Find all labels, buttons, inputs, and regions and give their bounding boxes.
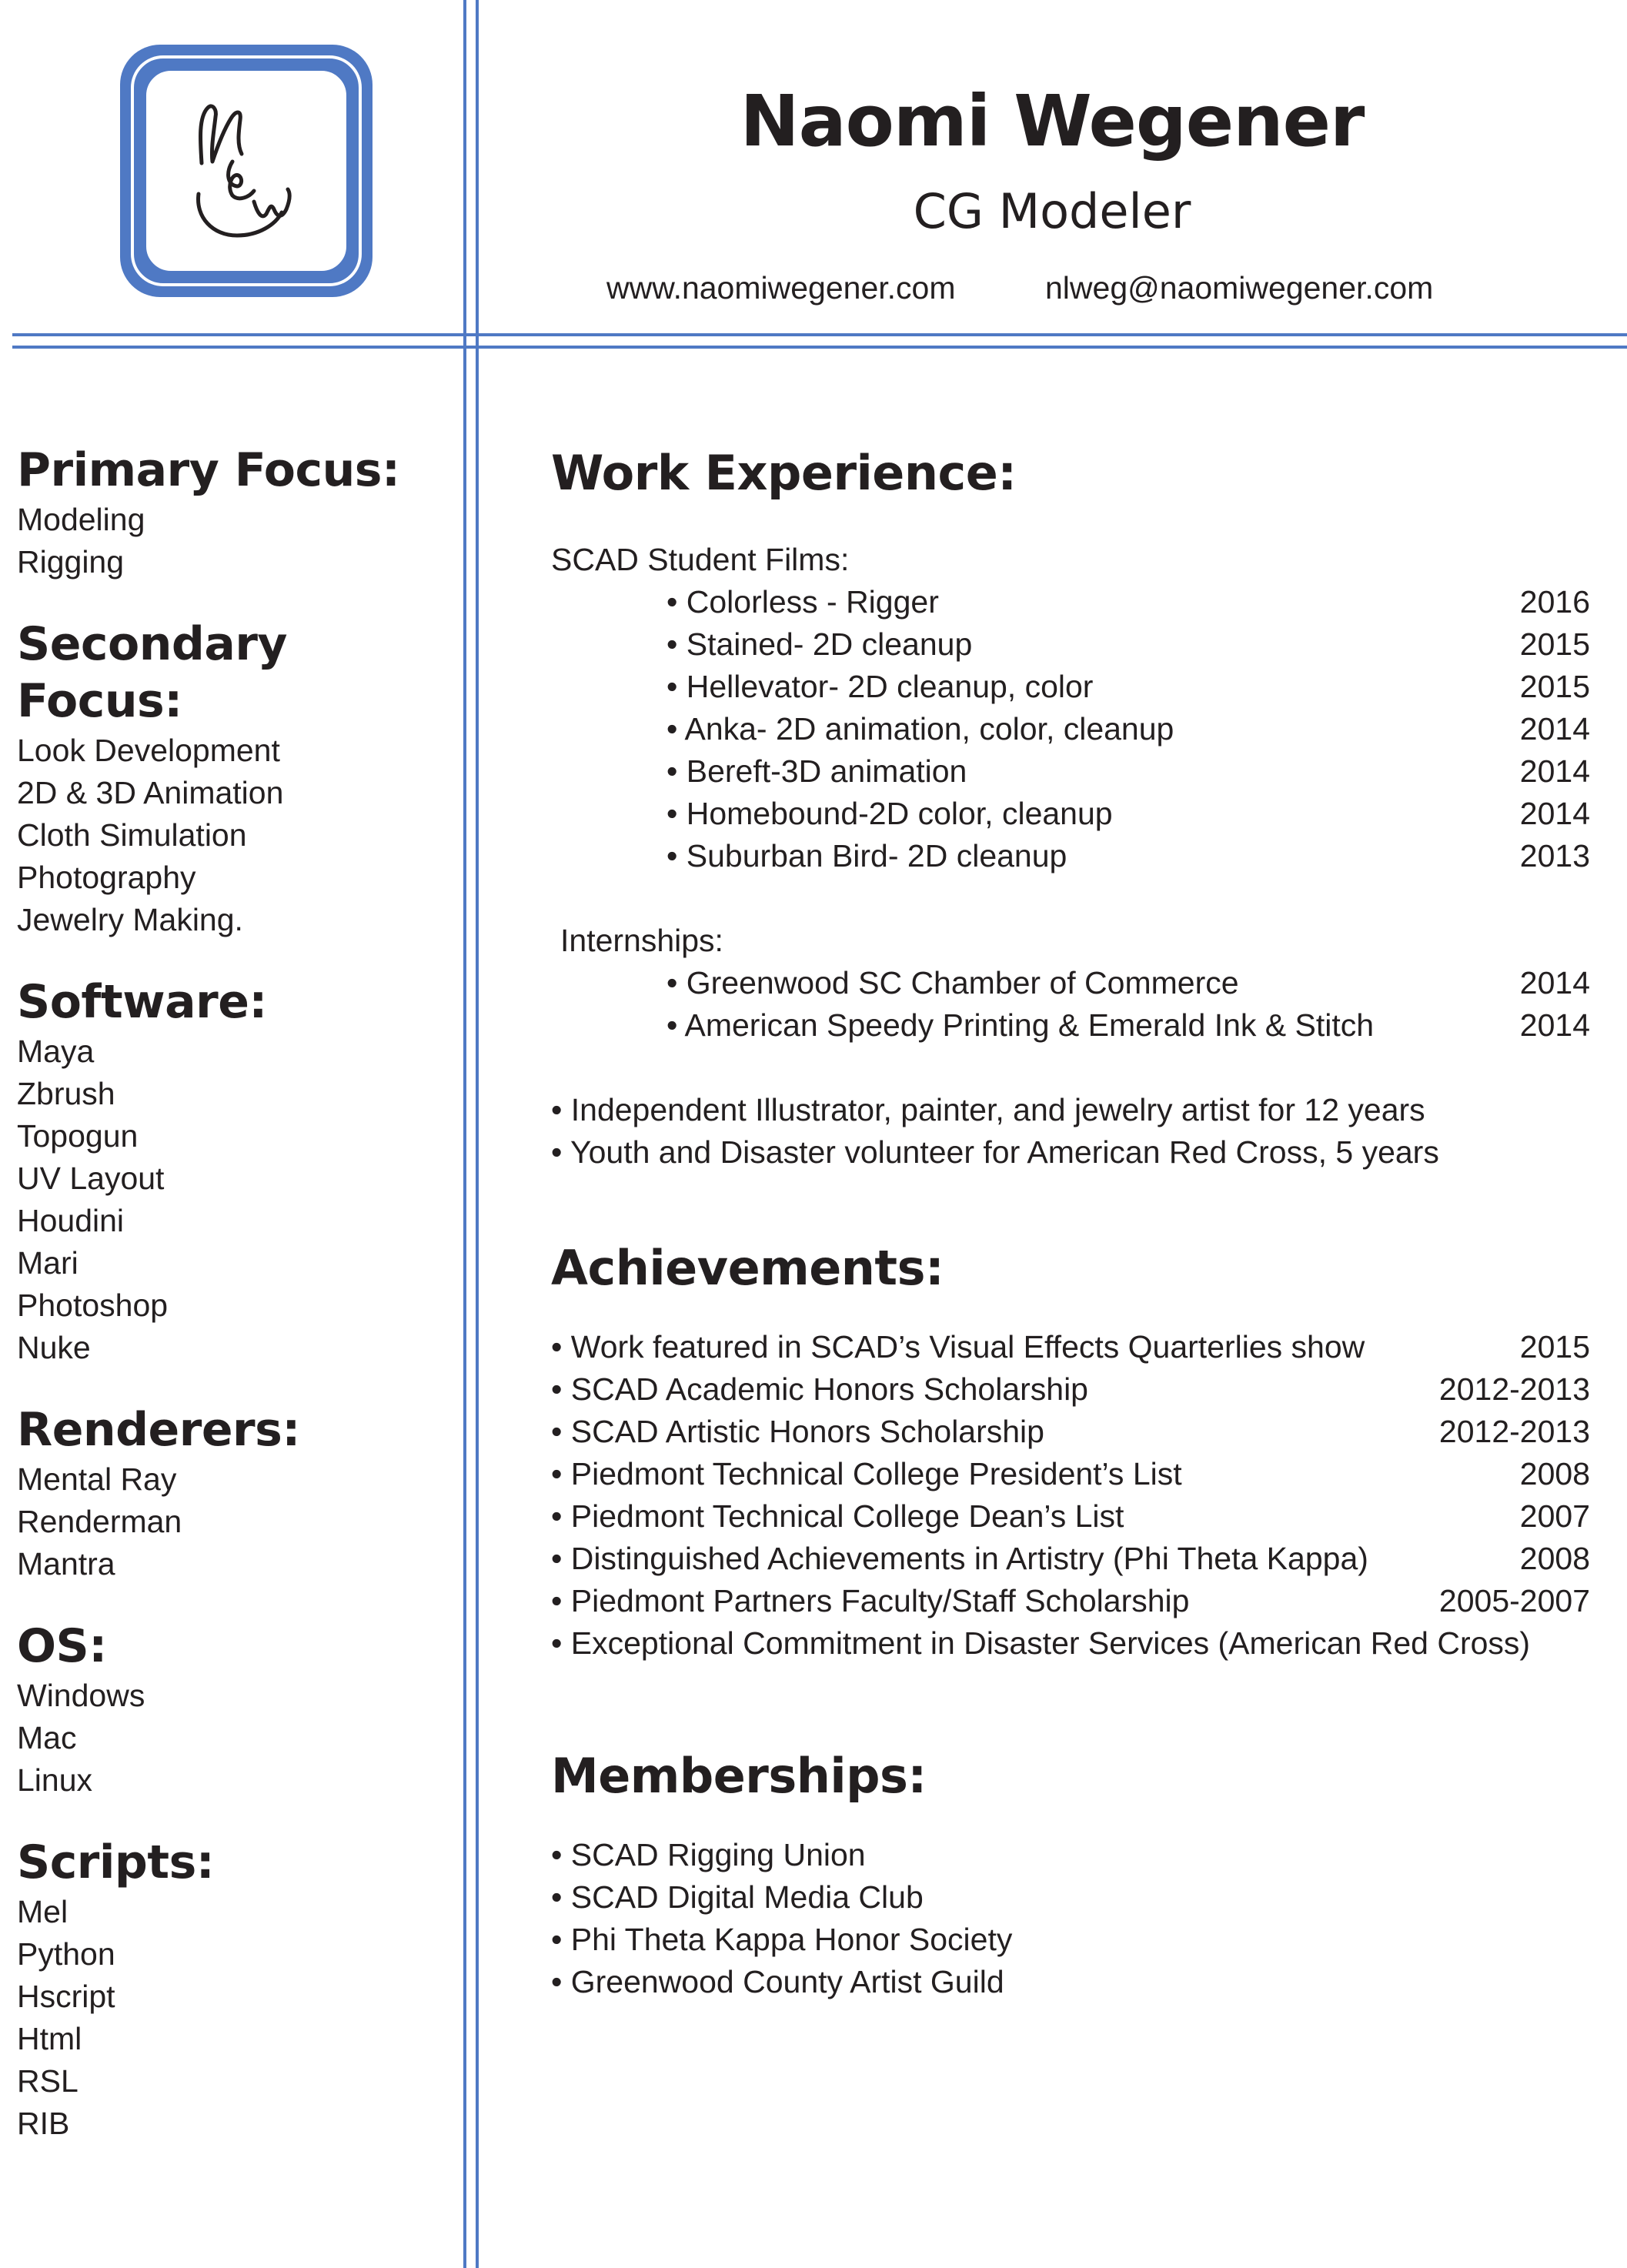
list-item: Mari: [17, 1245, 79, 1281]
list-item: • Distinguished Achievements in Artistry (Phi Theta Kappa) 2008: [551, 1541, 1590, 1576]
list-item: UV Layout: [17, 1161, 165, 1196]
list-item: • SCAD Rigging Union: [551, 1837, 866, 1872]
list-item: • Anka- 2D animation, color, cleanup 2014: [667, 711, 1590, 747]
internships-label: Internships:: [560, 923, 723, 958]
list-item: • Phi Theta Kappa Honor Society: [551, 1922, 1013, 1957]
section-title: Renderers:: [17, 1403, 300, 1457]
left-column-divider: [463, 0, 466, 2268]
list-item: • American Speedy Printing & Emerald Ink & Stitch 2014: [667, 1007, 1590, 1043]
left-column-divider-inner: [476, 0, 479, 2268]
list-item: Html: [17, 2021, 82, 2056]
list-item: • Piedmont Technical College President’s List 2008: [551, 1456, 1590, 1491]
list-item: Jewelry Making.: [17, 902, 243, 937]
list-item: Mac: [17, 1720, 77, 1755]
list-item: Linux: [17, 1762, 93, 1798]
list-item: Python: [17, 1936, 115, 1972]
section-title: Scripts:: [17, 1835, 215, 1889]
header-divider-inner: [12, 346, 1627, 349]
scripts-section: [17, 1834, 448, 2145]
candidate-name: Naomi Wegener: [740, 80, 1365, 162]
header-divider: [12, 333, 1627, 336]
list-item: Houdini: [17, 1203, 125, 1238]
main-content: [551, 442, 1590, 2003]
list-item: Cloth Simulation: [17, 817, 247, 853]
list-item: Hscript: [17, 1979, 115, 2014]
monogram-logo: [120, 45, 373, 297]
renderers-section: [17, 1401, 448, 1585]
list-item: • Youth and Disaster volunteer for American Red Cross, 5 years: [551, 1134, 1439, 1170]
list-item: • Hellevator- 2D cleanup, color 2015: [667, 669, 1590, 704]
list-item: • Exceptional Commitment in Disaster Services (American Red Cross): [551, 1625, 1531, 1661]
list-item: Modeling: [17, 502, 145, 537]
section-title: Primary Focus:: [17, 443, 400, 497]
list-item: Windows: [17, 1678, 145, 1713]
list-item: • Suburban Bird- 2D cleanup 2013: [667, 838, 1590, 873]
list-item: RSL: [17, 2063, 79, 2099]
work-experience-title: Work Experience:: [551, 445, 1017, 501]
list-item: Rigging: [17, 544, 125, 580]
software-section: [17, 974, 448, 1369]
section-title: OS:: [17, 1619, 107, 1673]
films-label: SCAD Student Films:: [551, 542, 850, 577]
list-item: Maya: [17, 1034, 95, 1069]
list-item: • SCAD Academic Honors Scholarship 2012-2013: [551, 1371, 1590, 1407]
list-item: RIB: [17, 2106, 70, 2141]
list-item: Look Development: [17, 733, 280, 768]
list-item: • Colorless - Rigger 2016: [667, 584, 1590, 620]
list-item: • Piedmont Partners Faculty/Staff Scholarship 2005-2007: [551, 1583, 1590, 1618]
list-item: Photoshop: [17, 1288, 169, 1323]
list-item: • Greenwood County Artist Guild: [551, 1964, 1004, 1999]
list-item: Mantra: [17, 1546, 115, 1582]
list-item: Zbrush: [17, 1076, 115, 1111]
list-item: • SCAD Artistic Honors Scholarship 2012-2013: [551, 1414, 1590, 1449]
section-title: Software:: [17, 975, 267, 1029]
list-item: Photography: [17, 860, 196, 895]
list-item: • Homebound-2D color, cleanup 2014: [667, 796, 1590, 831]
skills-sidebar: [17, 442, 448, 2177]
monogram-icon: [146, 71, 346, 271]
secondary-focus-section: [17, 616, 448, 941]
primary-focus-section: [17, 442, 448, 583]
list-item: • Work featured in SCAD’s Visual Effects Quarterlies show 2015: [551, 1329, 1590, 1364]
section-title: Secondary Focus:: [17, 617, 288, 728]
memberships-title: Memberships:: [551, 1748, 927, 1804]
list-item: Renderman: [17, 1504, 182, 1539]
email-link[interactable]: nlweg@naomiwegener.com: [1045, 270, 1434, 306]
list-item: • Stained- 2D cleanup 2015: [667, 626, 1590, 662]
list-item: • Greenwood SC Chamber of Commerce 2014: [667, 965, 1590, 1000]
list-item: Topogun: [17, 1118, 139, 1154]
os-section: [17, 1618, 448, 1802]
website-link[interactable]: www.naomiwegener.com: [606, 270, 956, 306]
list-item: 2D & 3D Animation: [17, 775, 284, 810]
list-item: Nuke: [17, 1330, 91, 1365]
candidate-role: CG Modeler: [913, 183, 1191, 239]
list-item: • Bereft-3D animation 2014: [667, 753, 1590, 789]
list-item: Mental Ray: [17, 1461, 177, 1497]
list-item: • Piedmont Technical College Dean’s List 2007: [551, 1498, 1590, 1534]
list-item: • SCAD Digital Media Club: [551, 1879, 924, 1915]
list-item: Mel: [17, 1894, 68, 1929]
achievements-title: Achievements:: [551, 1240, 944, 1296]
list-item: • Independent Illustrator, painter, and jewelry artist for 12 years: [551, 1092, 1425, 1127]
